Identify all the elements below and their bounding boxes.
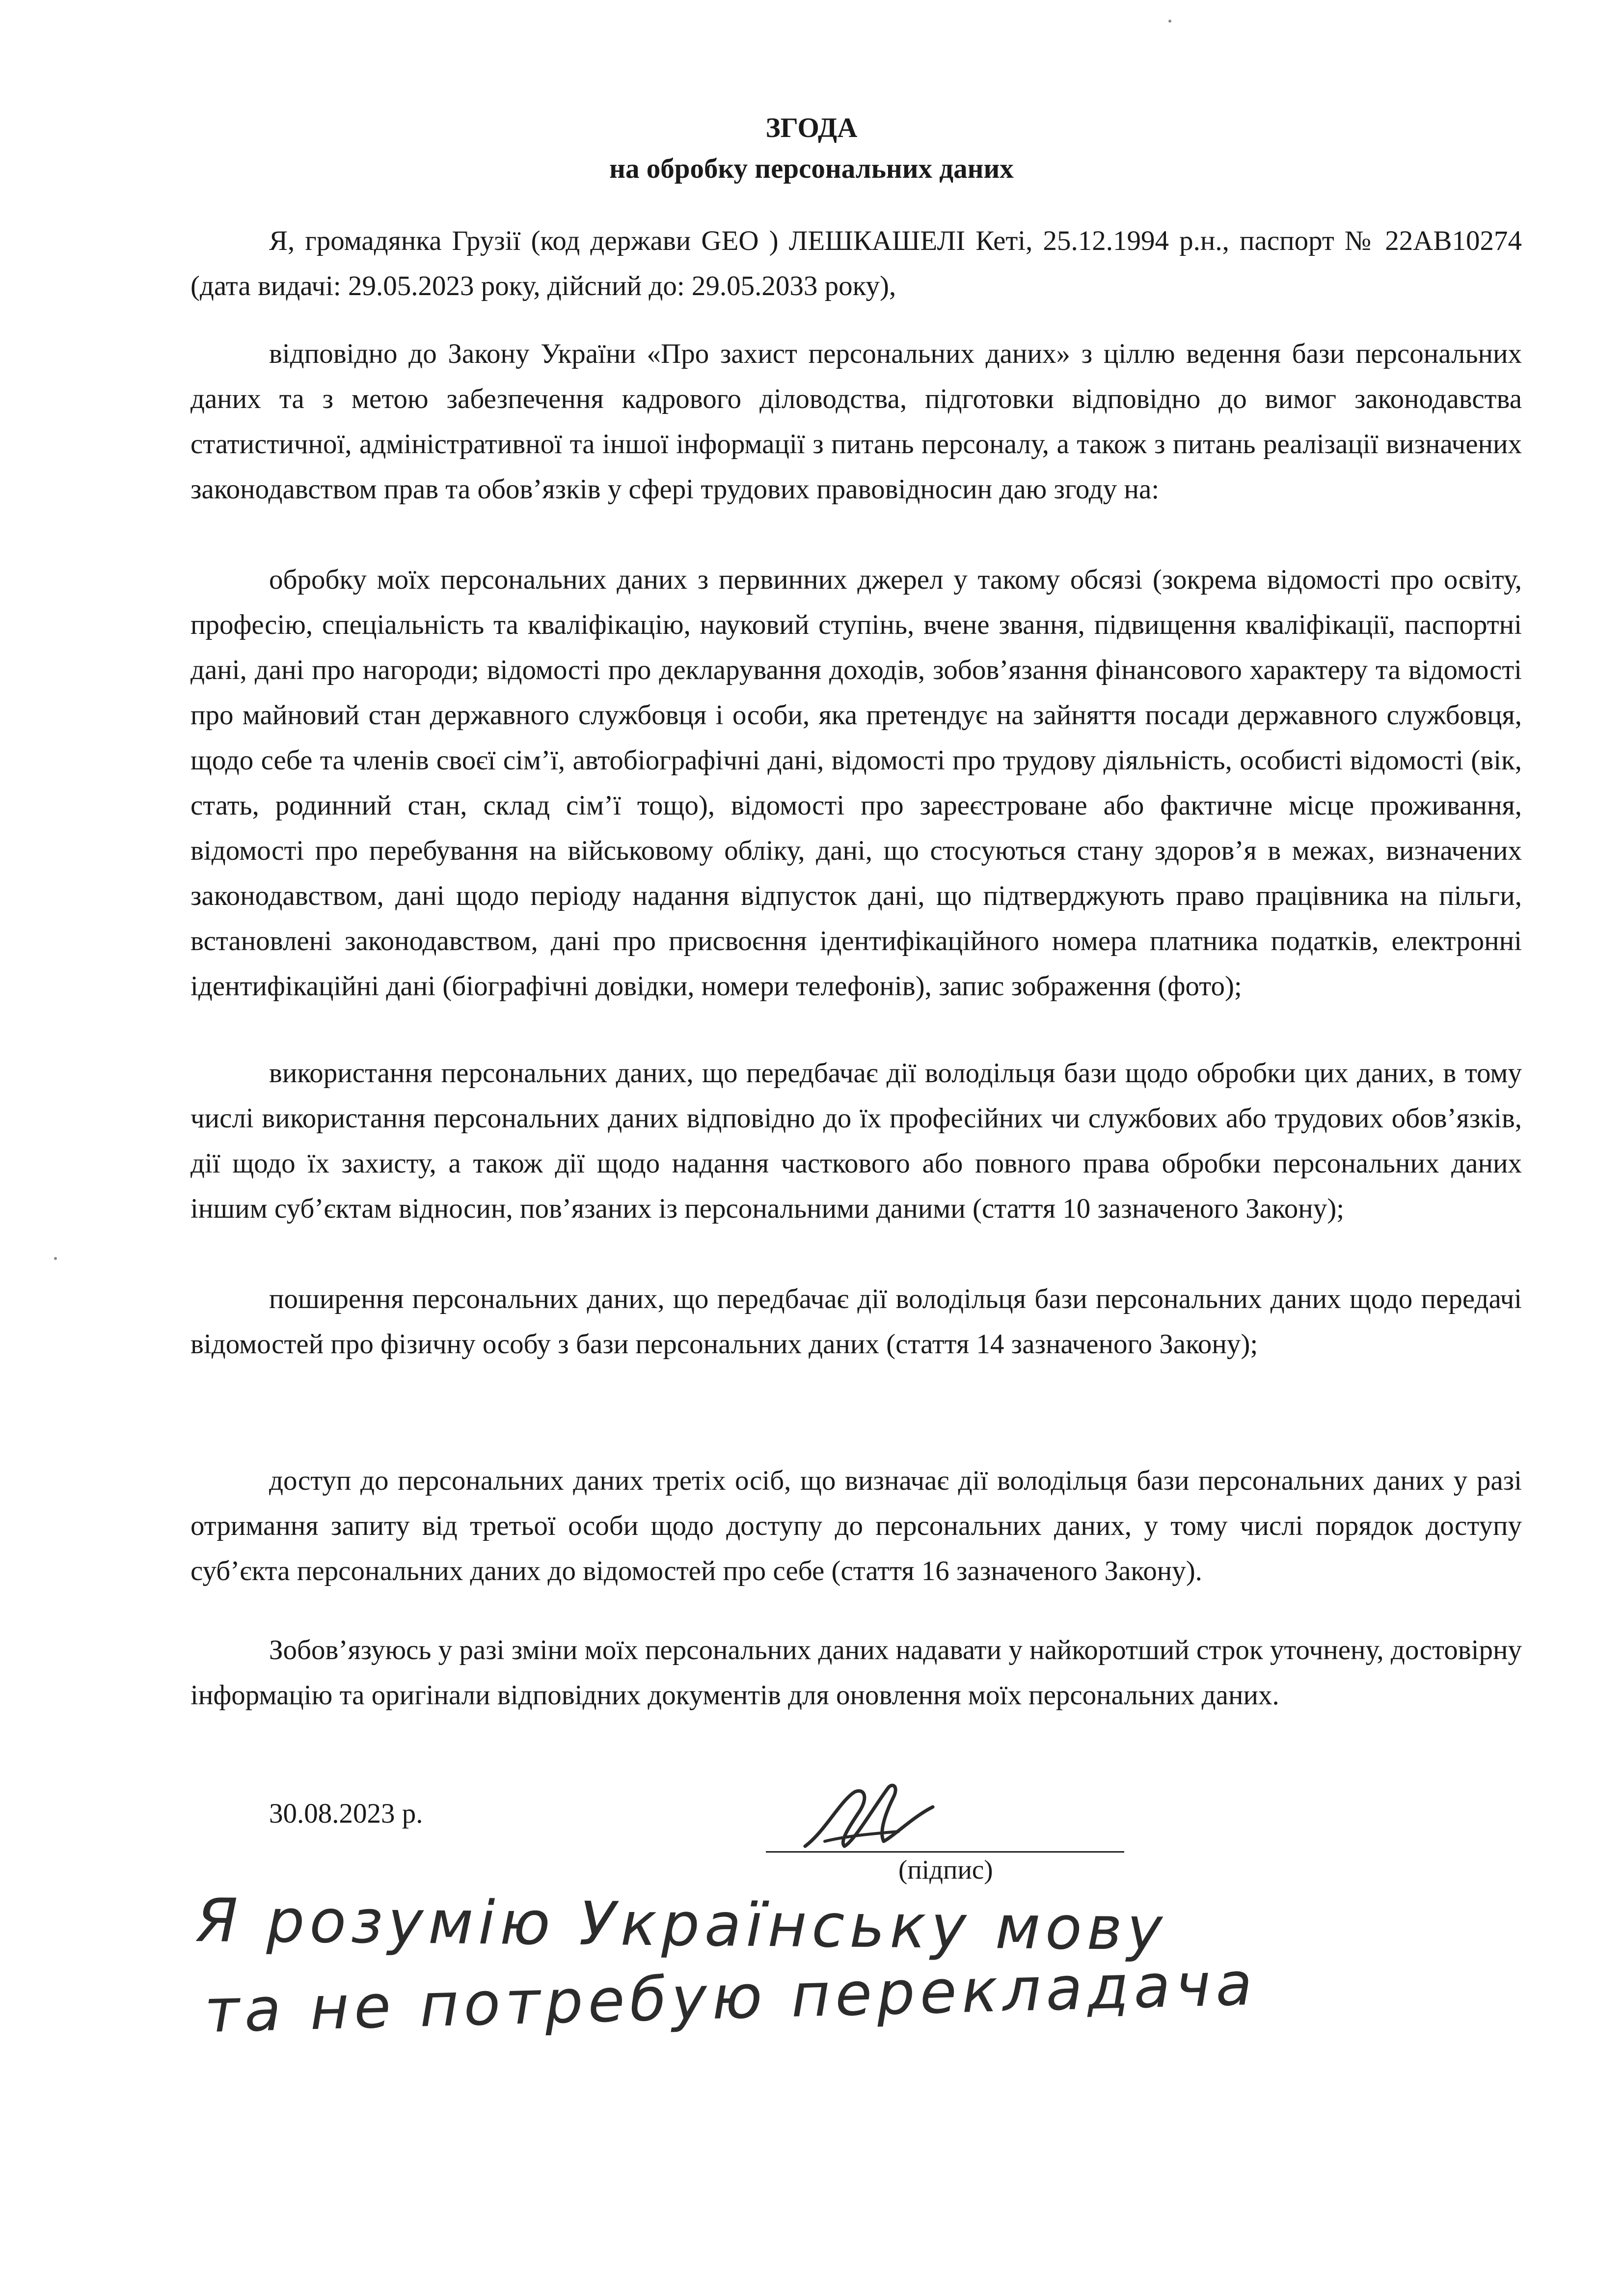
handwritten-note-line-2: та не потребую перекладача	[203, 1948, 1258, 2046]
signature-label: (підпис)	[898, 1855, 993, 1885]
paragraph-third-party-access: доступ до персональних даних третіх осіб, що визначає дії володільця бази персональних даних у разі отримання запиту від третьої особи щодо доступу до персональних даних, у тому числі порядок доступу суб’єкта персональних даних до відомостей про себе (стаття 16 зазначеного Закону).	[190, 1465, 1522, 1586]
paragraph-obligation: Зобов’язуюсь у разі зміни моїх персональних даних надавати у найкоротший строк уточнену, достовірну інформацію та оригінали відповідних документів для оновлення моїх персональних даних.	[190, 1635, 1522, 1711]
paragraph-identity: Я, громадянка Грузії (код держави GEO ) ЛЕШКАШЕЛІ Кеті, 25.12.1994 р.н., паспорт № 22АВ10274 (дата видачі: 29.05.2023 року, дійсний до: 29.05.2033 року),	[190, 225, 1522, 301]
paragraph-legal-basis: відповідно до Закону України «Про захист персональних даних» з ціллю ведення бази персональних даних та з метою забезпечення кадрового діловодства, підготовки відповідно до вимог законодавства статистичної, адміністративної та іншої інформації з питань персоналу, а також з питань реалізації визначених законодавством прав та обов’язків у сфері трудових правовідносин даю згоду на:	[190, 338, 1522, 505]
handwritten-note-line-1: Я розумію Українську мову	[195, 1886, 1168, 1964]
signing-date: 30.08.2023 р.	[269, 1798, 423, 1829]
scan-speck	[1168, 20, 1171, 23]
document-subtitle: на обробку персональних даних	[609, 153, 1014, 184]
document-title: ЗГОДА	[765, 112, 858, 143]
paragraph-processing: обробку моїх персональних даних з первинних джерел у такому обсязі (зокрема відомості про освіту, професію, спеціальність та кваліфікацію, науковий ступінь, вчене звання, підвищення кваліфікації, паспортні дані, дані про нагороди; відомості про декларування доходів, зобов’язання фінансового характеру та відомості про майновий стан державного службовця і особи, яка претендує на зайняття посади державного службовця, щодо себе та членів своєї сім’ї, автобіографічні дані, відомості про трудову діяльність, особисті відомості (вік, стать, родинний стан, склад сім’ї тощо), відомості про зареєстроване або фактичне місце проживання, відомості про перебування на військовому обліку, дані, що стосуються стану здоров’я в межах, визначених законодавством, дані щодо періоду надання відпусток дані, що підтверджують право працівника на пільги, встановлені законодавством, дані про присвоєння ідентифікаційного номера платника податків, електронні ідентифікаційні дані (біографічні довідки, номери телефонів), запис зображення (фото);	[190, 564, 1522, 1002]
paragraph-usage: використання персональних даних, що передбачає дії володільця бази щодо обробки цих даних, в тому числі використання персональних даних відповідно до їх професійних чи службових або трудових обов’язків, дії щодо їх захисту, а також дії щодо надання часткового або повного права обробки персональних даних іншим суб’єктам відносин, пов’язаних із персональними даними (стаття 10 зазначеного Закону);	[190, 1058, 1522, 1224]
paragraph-distribution: поширення персональних даних, що передбачає дії володільця бази персональних даних щодо передачі відомостей про фізичну особу з бази персональних даних (стаття 14 зазначеного Закону);	[190, 1284, 1522, 1360]
signature-line	[766, 1851, 1124, 1853]
scan-speck	[54, 1257, 57, 1260]
signature-mark	[795, 1773, 943, 1861]
